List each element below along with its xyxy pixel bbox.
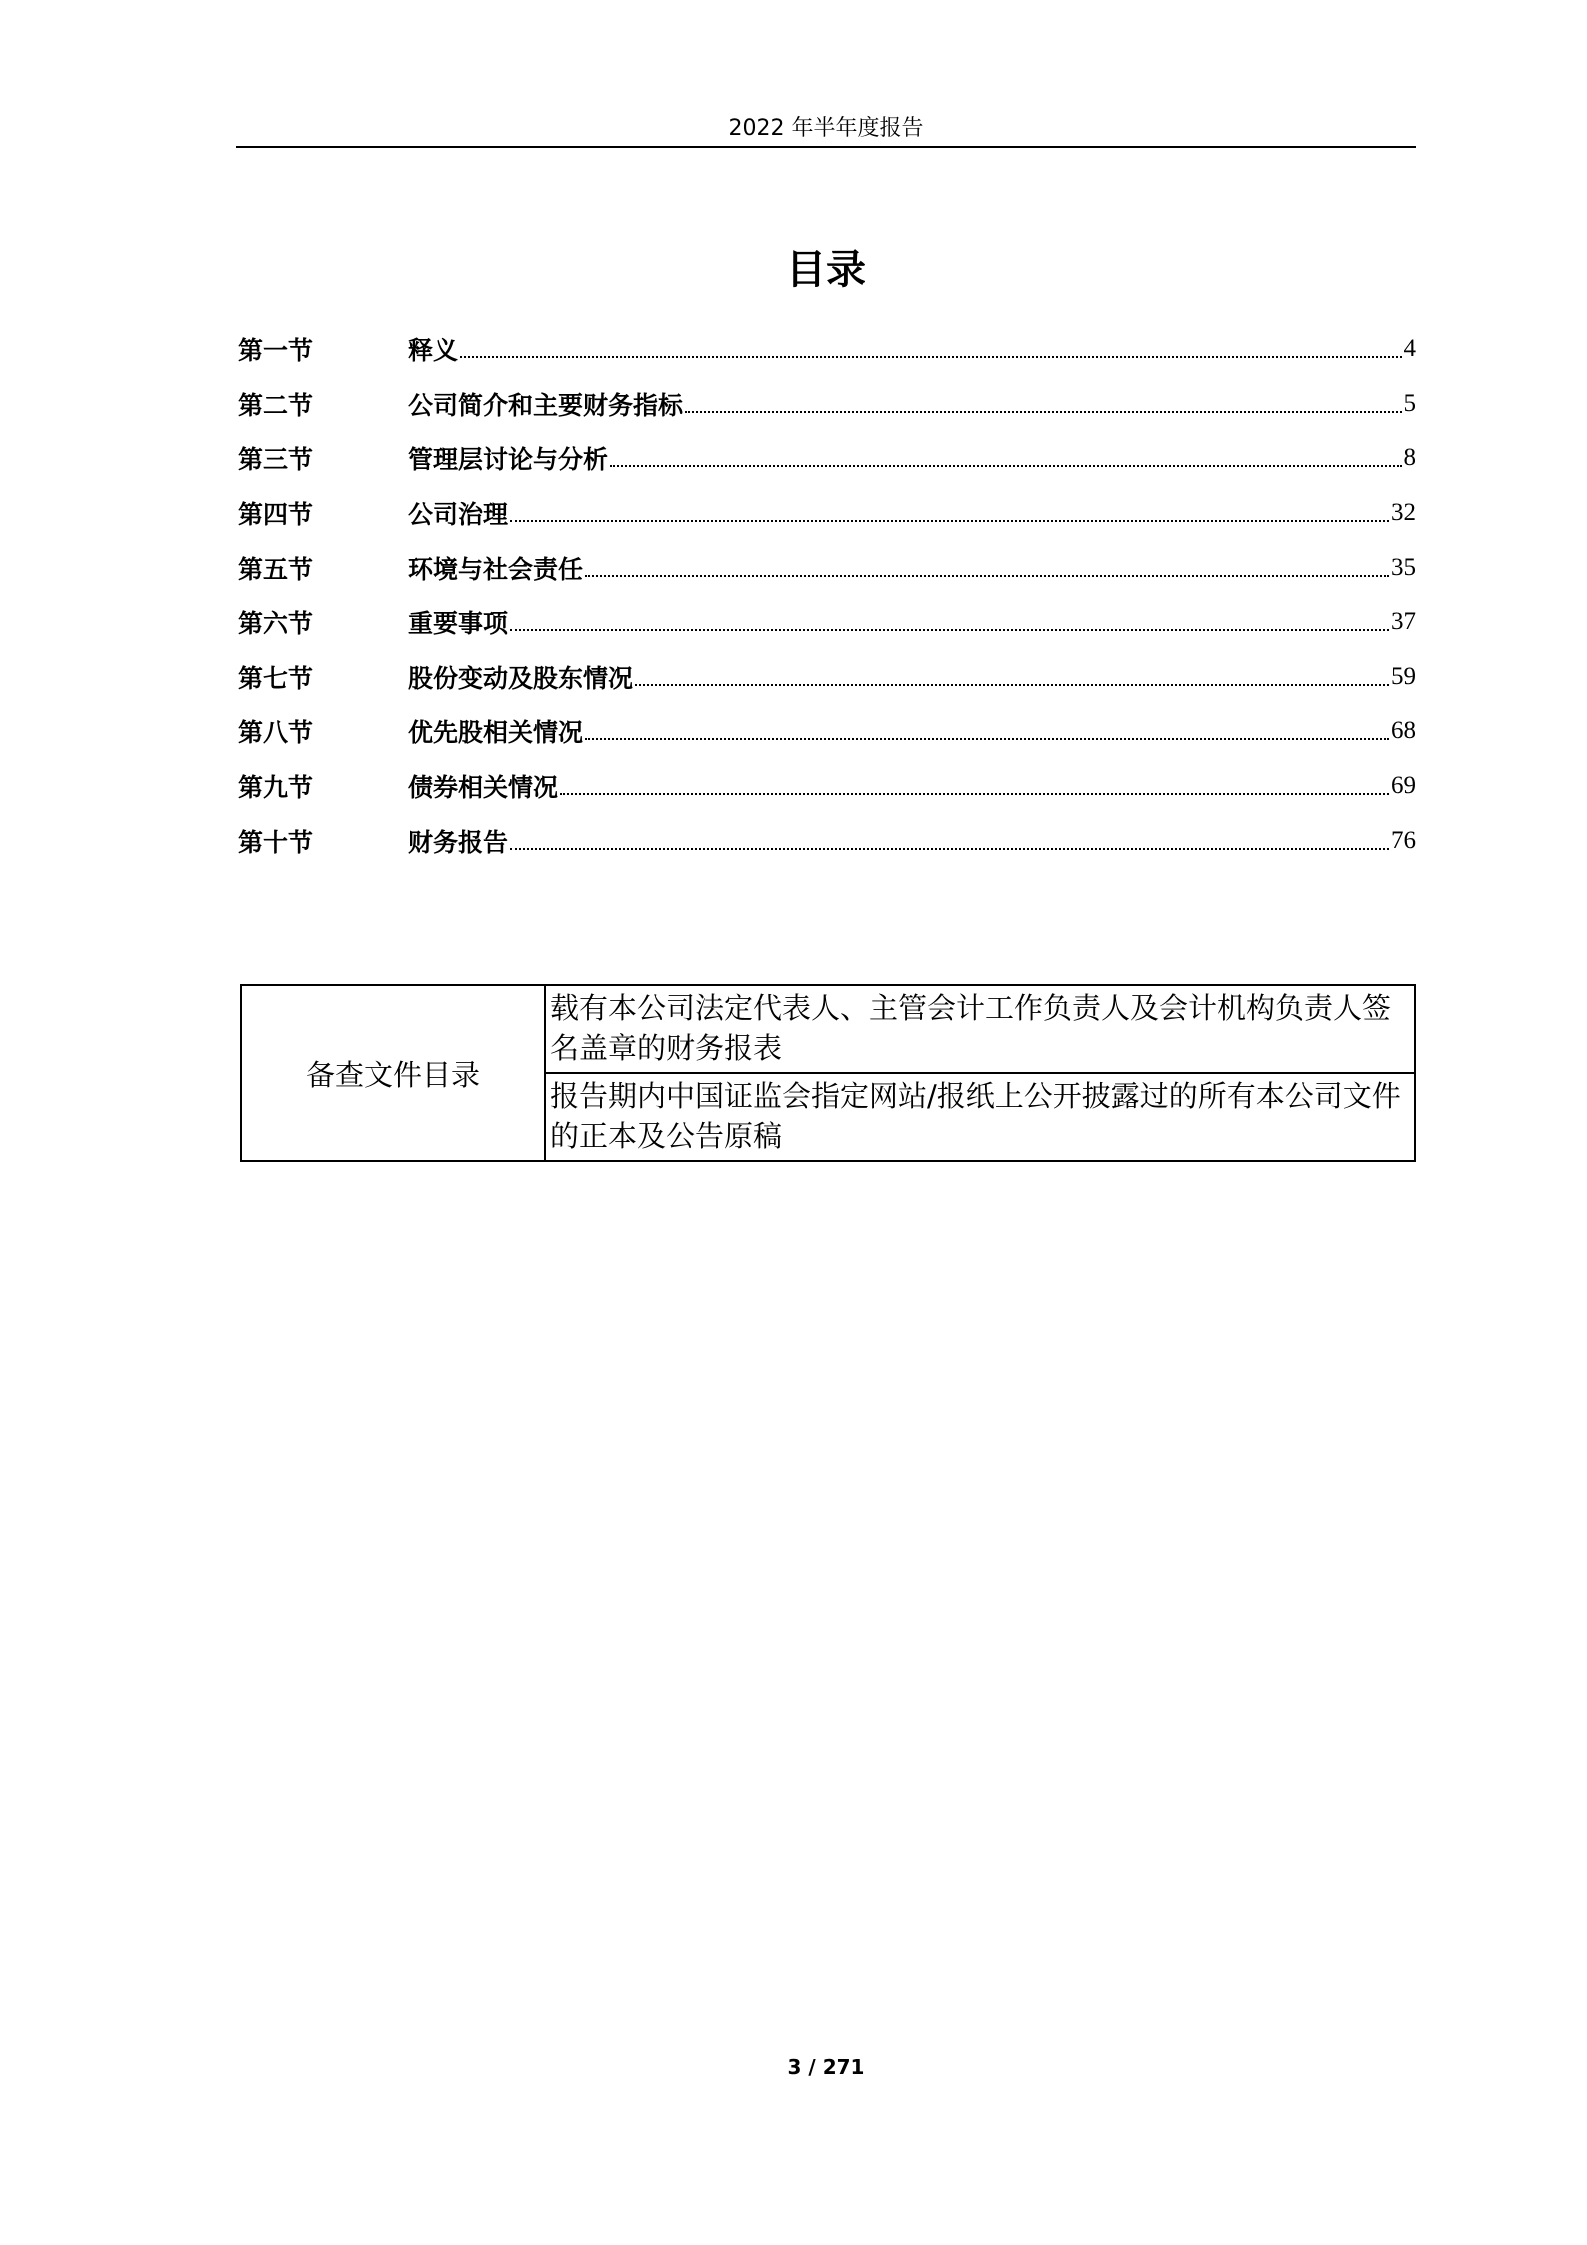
toc-section-number: 第二节	[238, 390, 314, 420]
toc-leader-dots	[510, 629, 1389, 631]
toc-leader-dots	[510, 520, 1389, 522]
reference-document-item: 报告期内中国证监会指定网站/报纸上公开披露过的所有本公司文件的正本及公告原稿	[545, 1073, 1415, 1161]
toc-leader-dots	[635, 684, 1389, 686]
toc-page-number: 5	[1403, 389, 1416, 417]
toc-entry-6[interactable]	[238, 595, 1416, 650]
toc-entry-2[interactable]	[238, 377, 1416, 432]
toc-page-number: 76	[1391, 826, 1416, 854]
reference-documents-table	[240, 984, 1416, 1162]
toc-entry-3[interactable]	[238, 431, 1416, 486]
toc-entry-8[interactable]	[238, 704, 1416, 759]
toc-page-number: 8	[1403, 444, 1416, 472]
toc-entry-1[interactable]	[238, 322, 1416, 377]
toc-section-number: 第三节	[238, 445, 314, 475]
toc-entry-5[interactable]	[238, 540, 1416, 595]
toc-title: 目录	[786, 247, 866, 293]
toc-section-number: 第九节	[238, 773, 314, 803]
toc-entry-4[interactable]	[238, 486, 1416, 541]
toc-leader-dots	[685, 411, 1401, 413]
toc-page-number: 32	[1391, 499, 1416, 527]
toc-leader-dots	[610, 465, 1401, 467]
toc-leader-dots	[585, 738, 1389, 740]
toc-entry-9[interactable]	[238, 759, 1416, 814]
toc-leader-dots	[460, 356, 1401, 358]
toc-section-name: 公司简介和主要财务指标	[408, 390, 684, 420]
table-of-contents	[238, 322, 1416, 868]
toc-section-name: 股份变动及股东情况	[408, 663, 634, 693]
toc-page-number: 59	[1391, 662, 1416, 690]
toc-page-number: 37	[1391, 608, 1416, 636]
reference-documents-label: 备查文件目录	[241, 985, 545, 1161]
toc-leader-dots	[585, 575, 1389, 577]
toc-section-name: 管理层讨论与分析	[408, 445, 609, 475]
toc-section-number: 第七节	[238, 663, 314, 693]
toc-page-number: 4	[1403, 335, 1416, 363]
toc-section-name: 优先股相关情况	[408, 718, 584, 748]
toc-leader-dots	[510, 848, 1389, 850]
toc-page-number: 69	[1391, 772, 1416, 800]
toc-section-name: 环境与社会责任	[408, 554, 584, 584]
page-header: 2022 年半年度报告	[236, 112, 1416, 148]
toc-section-number: 第八节	[238, 718, 314, 748]
toc-section-number: 第四节	[238, 500, 314, 530]
toc-section-number: 第五节	[238, 554, 314, 584]
toc-section-name: 释义	[408, 336, 459, 366]
toc-section-name: 重要事项	[408, 609, 509, 639]
toc-section-name: 财务报告	[408, 827, 509, 857]
toc-section-name: 债券相关情况	[408, 773, 559, 803]
toc-page-number: 35	[1391, 553, 1416, 581]
toc-section-name: 公司治理	[408, 500, 509, 530]
toc-page-number: 68	[1391, 717, 1416, 745]
toc-entry-7[interactable]	[238, 650, 1416, 705]
toc-section-number: 第六节	[238, 609, 314, 639]
table-row	[241, 985, 1415, 1073]
reference-document-item: 载有本公司法定代表人、主管会计工作负责人及会计机构负责人签名盖章的财务报表	[545, 985, 1415, 1073]
page-number-indicator: 3 / 271	[787, 2055, 865, 2079]
toc-leader-dots	[560, 793, 1389, 795]
toc-entry-10[interactable]	[238, 813, 1416, 868]
toc-section-number: 第十节	[238, 827, 314, 857]
toc-section-number: 第一节	[238, 336, 314, 366]
